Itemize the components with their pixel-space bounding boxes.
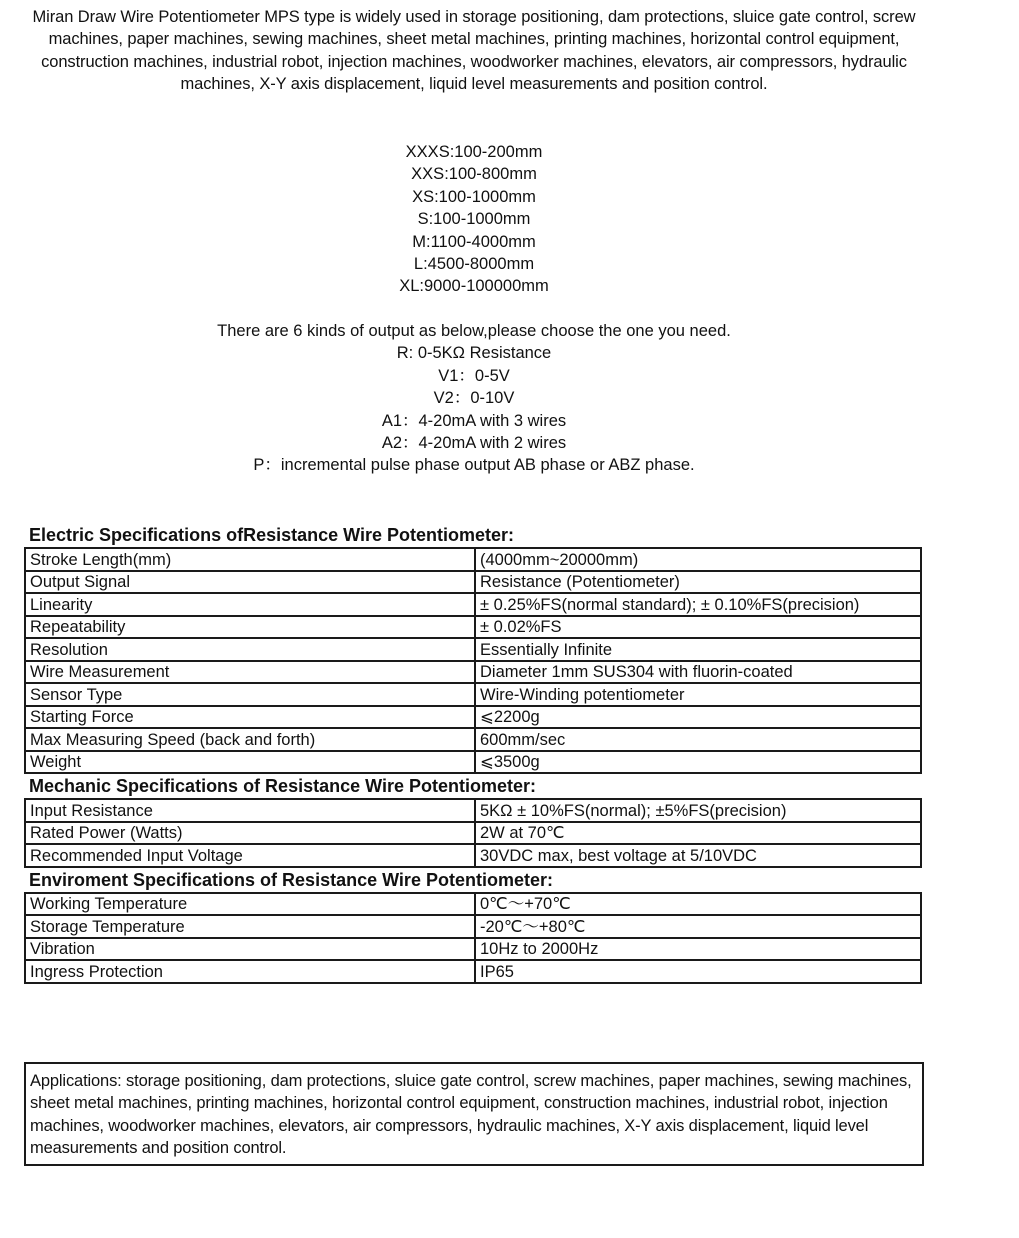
spec-key: Max Measuring Speed (back and forth) (25, 728, 475, 751)
spec-value: 2W at 70℃ (475, 822, 921, 845)
table-row (25, 799, 921, 822)
spec-key: Stroke Length(mm) (25, 548, 475, 571)
spec-value: ⩽3500g (475, 751, 921, 774)
spec-value: ⩽2200g (475, 706, 921, 729)
spec-value: ± 0.25%FS(normal standard); ± 0.10%FS(precision) (475, 593, 921, 616)
spec-key: Rated Power (Watts) (25, 822, 475, 845)
output-options-heading: There are 6 kinds of output as below,please choose the one you need. (217, 322, 731, 340)
spec-key: Repeatability (25, 616, 475, 639)
spec-value: 30VDC max, best voltage at 5/10VDC (475, 844, 921, 867)
spec-key: Linearity (25, 593, 475, 616)
spec-value: (4000mm~20000mm) (475, 548, 921, 571)
spec-key: Working Temperature (25, 893, 475, 916)
table-row (25, 616, 921, 639)
size-range-item: L:4500-8000mm (413, 255, 535, 274)
size-range-list (0, 141, 948, 298)
output-option-item: A2：4-20mA with 2 wires (381, 434, 567, 453)
spec-value: 5KΩ ± 10%FS(normal); ±5%FS(precision) (475, 799, 921, 822)
size-range-item: XS:100-1000mm (412, 187, 536, 206)
spec-key: Weight (25, 751, 475, 774)
size-range-item: M:1100-4000mm (412, 232, 536, 251)
environment-specs-table (24, 892, 922, 984)
electric-specs-table (24, 547, 922, 774)
mechanic-specs-table (24, 798, 922, 868)
output-option-item: V1：0-5V (438, 366, 510, 385)
table-row (25, 638, 921, 661)
spec-value: 600mm/sec (475, 728, 921, 751)
table-row (25, 915, 921, 938)
spec-value: 10Hz to 2000Hz (475, 938, 921, 961)
spec-key: Storage Temperature (25, 915, 475, 938)
spec-key: Resolution (25, 638, 475, 661)
size-range-item: XXS:100-800mm (411, 165, 537, 184)
mechanic-specs-title: Mechanic Specifications of Resistance Wire Potentiometer: (29, 776, 536, 796)
spec-key: Wire Measurement (25, 661, 475, 684)
spec-value: ± 0.02%FS (475, 616, 921, 639)
table-row (25, 844, 921, 867)
output-options-list (0, 320, 948, 477)
spec-key: Recommended Input Voltage (25, 844, 475, 867)
table-row (25, 938, 921, 961)
table-row (25, 728, 921, 751)
spec-value: Resistance (Potentiometer) (475, 571, 921, 594)
table-row (25, 571, 921, 594)
spec-key: Vibration (25, 938, 475, 961)
spec-key: Ingress Protection (25, 960, 475, 983)
spec-key: Output Signal (25, 571, 475, 594)
spec-key: Sensor Type (25, 683, 475, 706)
spec-value: IP65 (475, 960, 921, 983)
output-option-item: V2：0-10V (433, 389, 515, 408)
applications-box: Applications: storage positioning, dam protections, sluice gate control, screw machines, paper machines, sewing machines, sheet metal machines, printing machines, horizontal control equipment, construction machines, industrial robot, injection machines, woodworker machines, elevators, air compressors, hydraulic machines, X-Y axis displacement, liquid level measurements and position control. (24, 1062, 924, 1166)
spec-value: Wire-Winding potentiometer (475, 683, 921, 706)
spec-value: 0℃～+70℃ (475, 893, 921, 916)
output-option-item: P：incremental pulse phase output AB phase or ABZ phase. (253, 456, 695, 475)
table-row (25, 893, 921, 916)
table-row (25, 661, 921, 684)
spec-key: Input Resistance (25, 799, 475, 822)
electric-specs-title: Electric Specifications ofResistance Wire Potentiometer: (29, 525, 514, 545)
table-row (25, 548, 921, 571)
table-row (25, 706, 921, 729)
size-range-item: XL:9000-100000mm (399, 277, 549, 296)
spec-value: -20℃～+80℃ (475, 915, 921, 938)
size-range-item: S:100-1000mm (417, 210, 531, 229)
intro-paragraph: Miran Draw Wire Potentiometer MPS type is widely used in storage positioning, dam protections, sluice gate control, screw machines, paper machines, sewing machines, sheet metal machines, printing machines, horizontal control equipment, construction machines, industrial robot, injection machines, woodworker machines, elevators, air compressors, hydraulic machines, X-Y axis displacement, liquid level measurements and position control. (32, 8, 916, 94)
spec-value: Diameter 1mm SUS304 with fluorin-coated (475, 661, 921, 684)
output-option-item: A1：4-20mA with 3 wires (381, 411, 567, 430)
output-option-item: R: 0-5KΩ Resistance (396, 344, 552, 363)
table-row (25, 683, 921, 706)
size-range-item: XXXS:100-200mm (405, 143, 543, 161)
table-row (25, 593, 921, 616)
table-row (25, 822, 921, 845)
specifications (24, 523, 922, 984)
spec-value: Essentially Infinite (475, 638, 921, 661)
table-row (25, 751, 921, 774)
environment-specs-title: Enviroment Specifications of Resistance Wire Potentiometer: (29, 869, 553, 890)
spec-key: Starting Force (25, 706, 475, 729)
table-row (25, 960, 921, 983)
